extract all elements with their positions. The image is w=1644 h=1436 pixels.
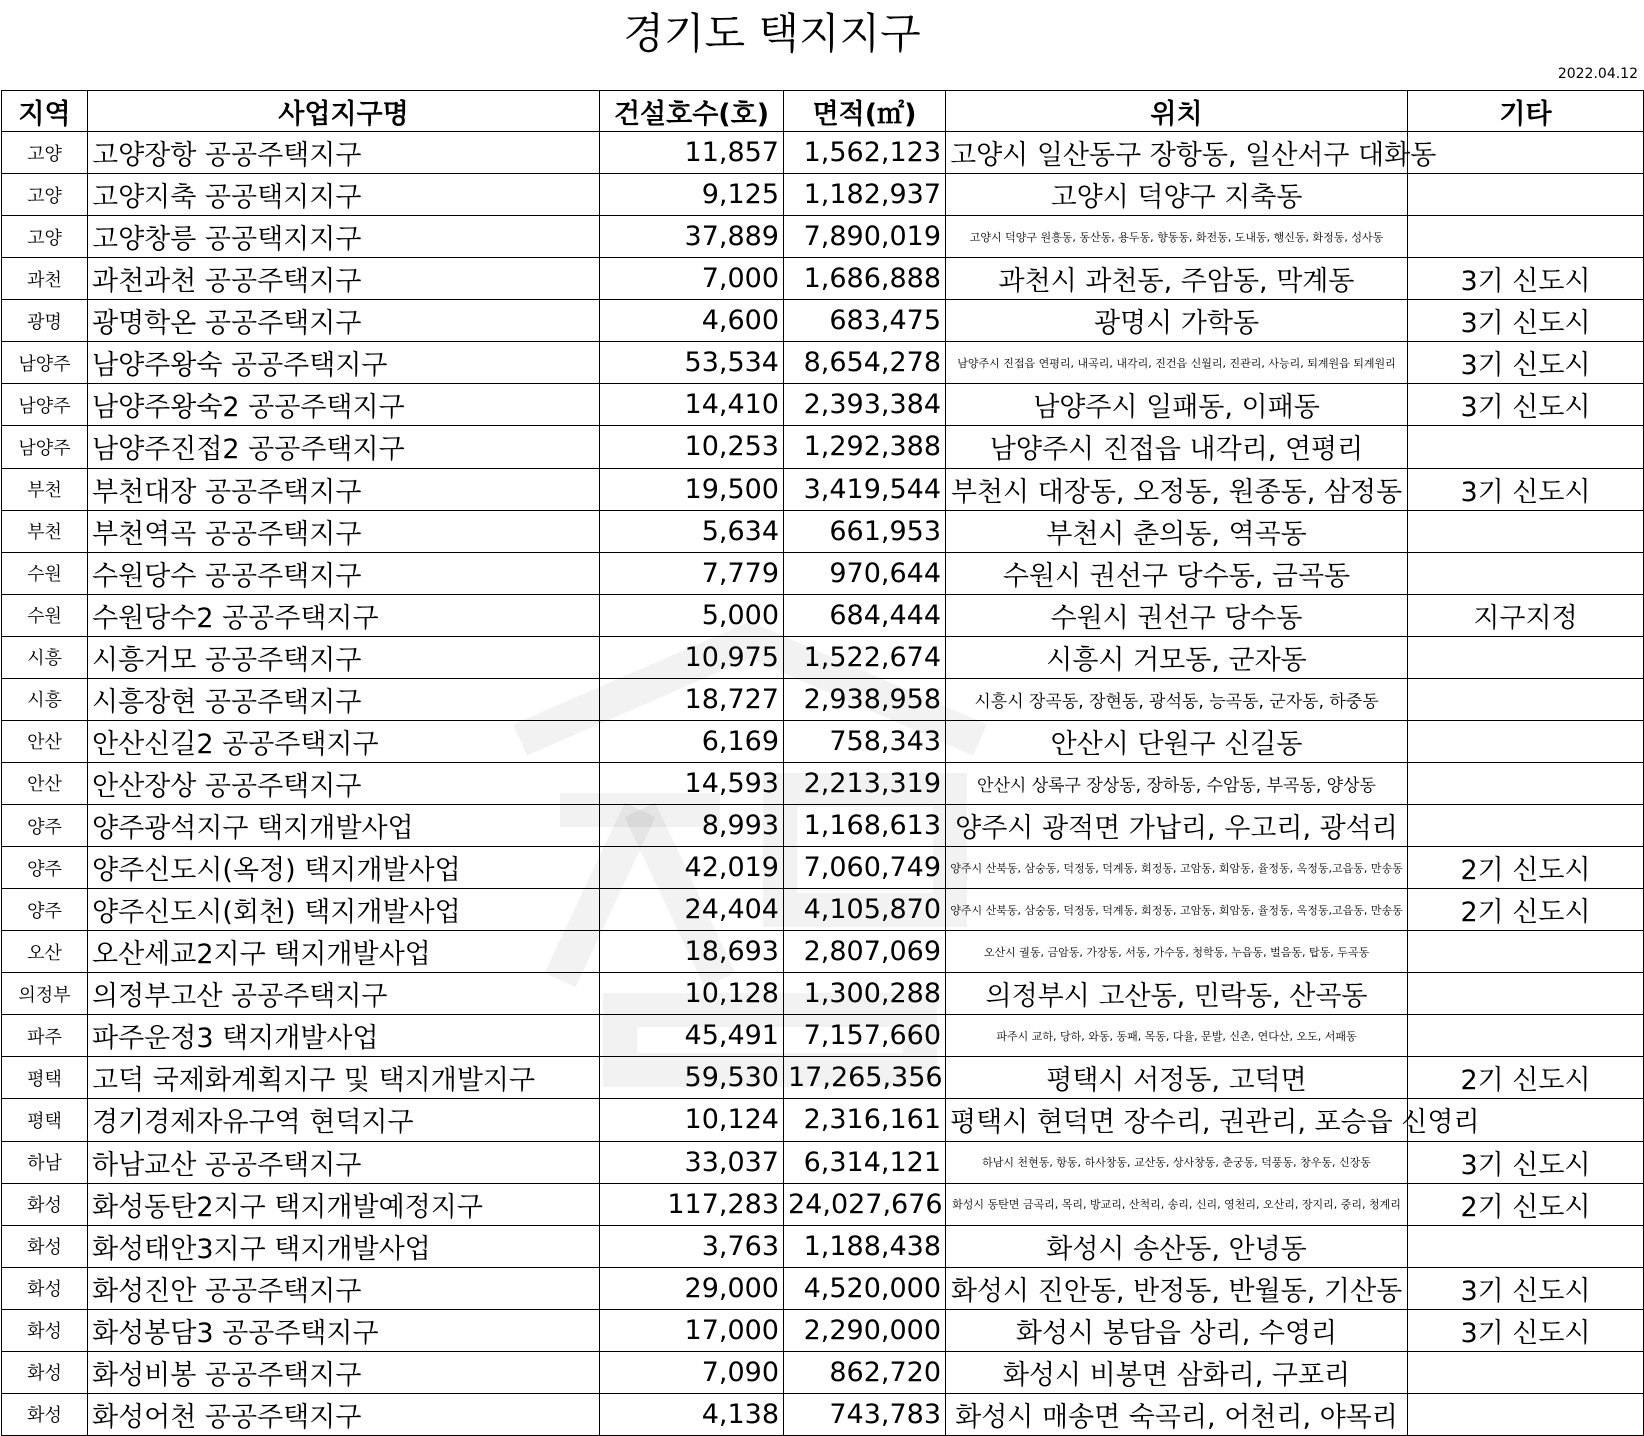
region-cell: 안산 bbox=[2, 762, 88, 804]
table-row bbox=[2, 510, 1644, 552]
note-cell: 3기 신도시 bbox=[1408, 258, 1644, 300]
table-row bbox=[2, 805, 1644, 847]
note-cell: 2기 신도시 bbox=[1408, 889, 1644, 931]
column-header-units: 건설호수(호) bbox=[600, 91, 784, 132]
table-row bbox=[2, 174, 1644, 216]
note-cell: 2기 신도시 bbox=[1408, 1057, 1644, 1099]
note-cell: 지구지정 bbox=[1408, 594, 1644, 636]
project-name-cell: 안산장상 공공주택지구 bbox=[88, 762, 600, 804]
note-cell bbox=[1408, 1393, 1644, 1435]
table-row bbox=[2, 1141, 1644, 1183]
table-row bbox=[2, 762, 1644, 804]
units-cell: 4,600 bbox=[600, 300, 784, 342]
note-cell bbox=[1408, 426, 1644, 468]
note-cell: 3기 신도시 bbox=[1408, 1267, 1644, 1309]
region-cell: 부천 bbox=[2, 468, 88, 510]
area-cell: 2,393,384 bbox=[784, 384, 946, 426]
project-name-cell: 화성동탄2지구 택지개발예정지구 bbox=[88, 1183, 600, 1225]
units-cell: 42,019 bbox=[600, 847, 784, 889]
area-cell: 862,720 bbox=[784, 1351, 946, 1393]
area-cell: 1,522,674 bbox=[784, 636, 946, 678]
area-cell: 2,807,069 bbox=[784, 931, 946, 973]
region-cell: 고양 bbox=[2, 174, 88, 216]
table-row bbox=[2, 216, 1644, 258]
area-cell: 17,265,356 bbox=[784, 1057, 946, 1099]
units-cell: 7,779 bbox=[600, 552, 784, 594]
region-cell: 고양 bbox=[2, 216, 88, 258]
project-name-cell: 고양지축 공공택지지구 bbox=[88, 174, 600, 216]
note-cell: 3기 신도시 bbox=[1408, 1141, 1644, 1183]
location-cell: 남양주시 진접읍 내각리, 연평리 bbox=[946, 426, 1408, 468]
region-cell: 양주 bbox=[2, 805, 88, 847]
area-cell: 2,290,000 bbox=[784, 1309, 946, 1351]
project-name-cell: 양주광석지구 택지개발사업 bbox=[88, 805, 600, 847]
project-name-cell: 고양창릉 공공택지지구 bbox=[88, 216, 600, 258]
location-cell: 수원시 권선구 당수동 bbox=[946, 594, 1408, 636]
project-name-cell: 화성비봉 공공주택지구 bbox=[88, 1351, 600, 1393]
table-row bbox=[2, 342, 1644, 384]
region-cell: 부천 bbox=[2, 510, 88, 552]
region-cell: 남양주 bbox=[2, 426, 88, 468]
area-cell: 7,157,660 bbox=[784, 1015, 946, 1057]
region-cell: 파주 bbox=[2, 1015, 88, 1057]
area-cell: 4,105,870 bbox=[784, 889, 946, 931]
note-cell: 3기 신도시 bbox=[1408, 300, 1644, 342]
area-cell: 6,314,121 bbox=[784, 1141, 946, 1183]
area-cell: 1,300,288 bbox=[784, 973, 946, 1015]
location-cell: 화성시 송산동, 안녕동 bbox=[946, 1225, 1408, 1267]
region-cell: 과천 bbox=[2, 258, 88, 300]
region-cell: 화성 bbox=[2, 1183, 88, 1225]
page-title: 경기도 택지지구 bbox=[623, 9, 921, 58]
region-cell: 양주 bbox=[2, 847, 88, 889]
table-header-row bbox=[2, 91, 1644, 132]
units-cell: 9,125 bbox=[600, 174, 784, 216]
project-name-cell: 고양장항 공공주택지구 bbox=[88, 132, 600, 174]
table-row bbox=[2, 847, 1644, 889]
units-cell: 8,993 bbox=[600, 805, 784, 847]
location-cell: 부천시 춘의동, 역곡동 bbox=[946, 510, 1408, 552]
area-cell: 2,316,161 bbox=[784, 1099, 946, 1141]
project-name-cell: 양주신도시(회천) 택지개발사업 bbox=[88, 889, 600, 931]
area-cell: 8,654,278 bbox=[784, 342, 946, 384]
note-cell: 2기 신도시 bbox=[1408, 1183, 1644, 1225]
region-cell: 시흥 bbox=[2, 678, 88, 720]
region-cell: 양주 bbox=[2, 889, 88, 931]
note-cell bbox=[1408, 720, 1644, 762]
area-cell: 1,182,937 bbox=[784, 174, 946, 216]
project-name-cell: 남양주왕숙2 공공주택지구 bbox=[88, 384, 600, 426]
date-label: 2022.04.12 bbox=[1557, 66, 1638, 82]
location-cell: 화성시 매송면 숙곡리, 어천리, 야목리 bbox=[946, 1393, 1408, 1435]
note-cell bbox=[1408, 1225, 1644, 1267]
project-name-cell: 부천대장 공공주택지구 bbox=[88, 468, 600, 510]
location-cell: 양주시 광적면 가납리, 우고리, 광석리 bbox=[946, 805, 1408, 847]
column-header-area: 면적(㎡) bbox=[784, 91, 946, 132]
units-cell: 14,410 bbox=[600, 384, 784, 426]
region-cell: 화성 bbox=[2, 1309, 88, 1351]
region-cell: 의정부 bbox=[2, 973, 88, 1015]
units-cell: 18,727 bbox=[600, 678, 784, 720]
location-cell: 안산시 단원구 신길동 bbox=[946, 720, 1408, 762]
region-cell: 수원 bbox=[2, 552, 88, 594]
table-row bbox=[2, 720, 1644, 762]
project-name-cell: 의정부고산 공공주택지구 bbox=[88, 973, 600, 1015]
units-cell: 33,037 bbox=[600, 1141, 784, 1183]
location-cell: 안산시 상록구 장상동, 장하동, 수암동, 부곡동, 양상동 bbox=[946, 762, 1408, 804]
note-cell bbox=[1408, 636, 1644, 678]
area-cell: 24,027,676 bbox=[784, 1183, 946, 1225]
units-cell: 18,693 bbox=[600, 931, 784, 973]
area-cell: 1,562,123 bbox=[784, 132, 946, 174]
area-cell: 1,686,888 bbox=[784, 258, 946, 300]
units-cell: 45,491 bbox=[600, 1015, 784, 1057]
units-cell: 29,000 bbox=[600, 1267, 784, 1309]
units-cell: 11,857 bbox=[600, 132, 784, 174]
note-cell bbox=[1408, 1015, 1644, 1057]
column-header-location: 위치 bbox=[946, 91, 1408, 132]
units-cell: 10,975 bbox=[600, 636, 784, 678]
note-cell: 3기 신도시 bbox=[1408, 468, 1644, 510]
area-cell: 661,953 bbox=[784, 510, 946, 552]
project-name-cell: 남양주진접2 공공주택지구 bbox=[88, 426, 600, 468]
location-cell: 부천시 대장동, 오정동, 원종동, 삼정동 bbox=[946, 468, 1408, 510]
project-name-cell: 오산세교2지구 택지개발사업 bbox=[88, 931, 600, 973]
table-row bbox=[2, 1393, 1644, 1435]
location-cell: 화성시 동탄면 금곡리, 목리, 방교리, 산척리, 송리, 신리, 영천리, 오산리, 장지리, 중리, 청계리 bbox=[946, 1183, 1408, 1225]
units-cell: 17,000 bbox=[600, 1309, 784, 1351]
units-cell: 14,593 bbox=[600, 762, 784, 804]
location-cell: 고양시 일산동구 장항동, 일산서구 대화동 bbox=[946, 132, 1408, 174]
note-cell: 3기 신도시 bbox=[1408, 342, 1644, 384]
table-row bbox=[2, 1225, 1644, 1267]
table-row bbox=[2, 1267, 1644, 1309]
project-name-cell: 파주운정3 택지개발사업 bbox=[88, 1015, 600, 1057]
location-cell: 오산시 궐동, 금암동, 가장동, 서동, 가수동, 청학동, 누읍동, 벌음동, 탑동, 두곡동 bbox=[946, 931, 1408, 973]
units-cell: 53,534 bbox=[600, 342, 784, 384]
table-row bbox=[2, 1015, 1644, 1057]
area-cell: 1,168,613 bbox=[784, 805, 946, 847]
note-cell bbox=[1408, 174, 1644, 216]
column-header-region: 지역 bbox=[2, 91, 88, 132]
location-cell: 고양시 덕양구 원흥동, 동산동, 용두동, 향동동, 화전동, 도내동, 행신동, 화정동, 성사동 bbox=[946, 216, 1408, 258]
project-name-cell: 화성태안3지구 택지개발사업 bbox=[88, 1225, 600, 1267]
project-name-cell: 수원당수2 공공주택지구 bbox=[88, 594, 600, 636]
note-cell bbox=[1408, 678, 1644, 720]
location-cell: 과천시 과천동, 주암동, 막계동 bbox=[946, 258, 1408, 300]
units-cell: 5,634 bbox=[600, 510, 784, 552]
region-cell: 수원 bbox=[2, 594, 88, 636]
area-cell: 2,938,958 bbox=[784, 678, 946, 720]
region-cell: 오산 bbox=[2, 931, 88, 973]
column-header-note: 기타 bbox=[1408, 91, 1644, 132]
area-cell: 970,644 bbox=[784, 552, 946, 594]
region-cell: 하남 bbox=[2, 1141, 88, 1183]
region-cell: 화성 bbox=[2, 1393, 88, 1435]
table-row bbox=[2, 1183, 1644, 1225]
project-name-cell: 안산신길2 공공주택지구 bbox=[88, 720, 600, 762]
table-row bbox=[2, 931, 1644, 973]
units-cell: 4,138 bbox=[600, 1393, 784, 1435]
location-cell: 양주시 산북동, 삼숭동, 덕정동, 덕계동, 회정동, 고암동, 회암동, 율정동, 옥정동,고읍동, 만송동 bbox=[946, 889, 1408, 931]
table-row bbox=[2, 889, 1644, 931]
table-row bbox=[2, 468, 1644, 510]
project-name-cell: 시흥거모 공공주택지구 bbox=[88, 636, 600, 678]
location-cell: 평택시 서정동, 고덕면 bbox=[946, 1057, 1408, 1099]
project-name-cell: 화성어천 공공주택지구 bbox=[88, 1393, 600, 1435]
location-cell: 수원시 권선구 당수동, 금곡동 bbox=[946, 552, 1408, 594]
region-cell: 평택 bbox=[2, 1099, 88, 1141]
location-cell: 양주시 산북동, 삼숭동, 덕정동, 덕계동, 회정동, 고암동, 회암동, 율정동, 옥정동,고읍동, 만송동 bbox=[946, 847, 1408, 889]
project-name-cell: 시흥장현 공공주택지구 bbox=[88, 678, 600, 720]
table-row bbox=[2, 1351, 1644, 1393]
region-cell: 평택 bbox=[2, 1057, 88, 1099]
location-cell: 파주시 교하, 당하, 와동, 동패, 목동, 다율, 문발, 신촌, 연다산, 오도, 서패동 bbox=[946, 1015, 1408, 1057]
region-cell: 고양 bbox=[2, 132, 88, 174]
column-header-project-name: 사업지구명 bbox=[88, 91, 600, 132]
note-cell bbox=[1408, 132, 1644, 174]
table-row bbox=[2, 1057, 1644, 1099]
units-cell: 37,889 bbox=[600, 216, 784, 258]
note-cell bbox=[1408, 1351, 1644, 1393]
units-cell: 6,169 bbox=[600, 720, 784, 762]
region-cell: 남양주 bbox=[2, 384, 88, 426]
units-cell: 7,000 bbox=[600, 258, 784, 300]
area-cell: 7,060,749 bbox=[784, 847, 946, 889]
location-cell: 화성시 봉담읍 상리, 수영리 bbox=[946, 1309, 1408, 1351]
project-name-cell: 광명학온 공공주택지구 bbox=[88, 300, 600, 342]
location-cell: 남양주시 일패동, 이패동 bbox=[946, 384, 1408, 426]
note-cell bbox=[1408, 510, 1644, 552]
note-cell bbox=[1408, 762, 1644, 804]
units-cell: 10,253 bbox=[600, 426, 784, 468]
table-row bbox=[2, 132, 1644, 174]
project-name-cell: 화성진안 공공주택지구 bbox=[88, 1267, 600, 1309]
note-cell bbox=[1408, 805, 1644, 847]
location-cell: 화성시 진안동, 반정동, 반월동, 기산동 bbox=[946, 1267, 1408, 1309]
region-cell: 화성 bbox=[2, 1351, 88, 1393]
region-cell: 화성 bbox=[2, 1225, 88, 1267]
area-cell: 683,475 bbox=[784, 300, 946, 342]
region-cell: 남양주 bbox=[2, 342, 88, 384]
note-cell: 3기 신도시 bbox=[1408, 384, 1644, 426]
units-cell: 7,090 bbox=[600, 1351, 784, 1393]
area-cell: 684,444 bbox=[784, 594, 946, 636]
note-cell bbox=[1408, 931, 1644, 973]
location-cell: 의정부시 고산동, 민락동, 산곡동 bbox=[946, 973, 1408, 1015]
area-cell: 1,188,438 bbox=[784, 1225, 946, 1267]
units-cell: 59,530 bbox=[600, 1057, 784, 1099]
note-cell bbox=[1408, 216, 1644, 258]
location-cell: 화성시 비봉면 삼화리, 구포리 bbox=[946, 1351, 1408, 1393]
table-row bbox=[2, 636, 1644, 678]
table-row bbox=[2, 300, 1644, 342]
project-name-cell: 부천역곡 공공주택지구 bbox=[88, 510, 600, 552]
project-name-cell: 남양주왕숙 공공주택지구 bbox=[88, 342, 600, 384]
units-cell: 10,124 bbox=[600, 1099, 784, 1141]
units-cell: 5,000 bbox=[600, 594, 784, 636]
area-cell: 4,520,000 bbox=[784, 1267, 946, 1309]
units-cell: 3,763 bbox=[600, 1225, 784, 1267]
project-name-cell: 화성봉담3 공공주택지구 bbox=[88, 1309, 600, 1351]
area-cell: 3,419,544 bbox=[784, 468, 946, 510]
area-cell: 758,343 bbox=[784, 720, 946, 762]
region-cell: 화성 bbox=[2, 1267, 88, 1309]
district-table bbox=[1, 90, 1644, 1436]
location-cell: 하남시 천현동, 항동, 하사창동, 교산동, 상사창동, 춘궁동, 덕풍동, 창우동, 신장동 bbox=[946, 1141, 1408, 1183]
units-cell: 117,283 bbox=[600, 1183, 784, 1225]
area-cell: 1,292,388 bbox=[784, 426, 946, 468]
units-cell: 19,500 bbox=[600, 468, 784, 510]
location-cell: 시흥시 거모동, 군자동 bbox=[946, 636, 1408, 678]
units-cell: 10,128 bbox=[600, 973, 784, 1015]
project-name-cell: 과천과천 공공주택지구 bbox=[88, 258, 600, 300]
location-cell: 남양주시 진접읍 연평리, 내곡리, 내각리, 진건읍 신월리, 진관리, 사능리, 퇴계원읍 퇴계원리 bbox=[946, 342, 1408, 384]
note-cell bbox=[1408, 552, 1644, 594]
location-cell: 시흥시 장곡동, 장현동, 광석동, 능곡동, 군자동, 하중동 bbox=[946, 678, 1408, 720]
note-cell bbox=[1408, 973, 1644, 1015]
table-row bbox=[2, 384, 1644, 426]
table-row bbox=[2, 973, 1644, 1015]
units-cell: 24,404 bbox=[600, 889, 784, 931]
table-row bbox=[2, 426, 1644, 468]
table-body bbox=[2, 132, 1644, 1436]
note-cell: 3기 신도시 bbox=[1408, 1309, 1644, 1351]
project-name-cell: 고덕 국제화계획지구 및 택지개발지구 bbox=[88, 1057, 600, 1099]
area-cell: 7,890,019 bbox=[784, 216, 946, 258]
project-name-cell: 하남교산 공공주택지구 bbox=[88, 1141, 600, 1183]
location-cell: 고양시 덕양구 지축동 bbox=[946, 174, 1408, 216]
region-cell: 광명 bbox=[2, 300, 88, 342]
table-row bbox=[2, 1099, 1644, 1141]
table-row bbox=[2, 258, 1644, 300]
region-cell: 시흥 bbox=[2, 636, 88, 678]
table-row bbox=[2, 678, 1644, 720]
project-name-cell: 양주신도시(옥정) 택지개발사업 bbox=[88, 847, 600, 889]
region-cell: 안산 bbox=[2, 720, 88, 762]
area-cell: 2,213,319 bbox=[784, 762, 946, 804]
project-name-cell: 경기경제자유구역 현덕지구 bbox=[88, 1099, 600, 1141]
location-cell: 광명시 가학동 bbox=[946, 300, 1408, 342]
table-row bbox=[2, 594, 1644, 636]
table-row bbox=[2, 1309, 1644, 1351]
note-cell: 2기 신도시 bbox=[1408, 847, 1644, 889]
area-cell: 743,783 bbox=[784, 1393, 946, 1435]
table-row bbox=[2, 552, 1644, 594]
location-cell: 평택시 현덕면 장수리, 권관리, 포승읍 신영리 bbox=[946, 1099, 1408, 1141]
project-name-cell: 수원당수 공공주택지구 bbox=[88, 552, 600, 594]
